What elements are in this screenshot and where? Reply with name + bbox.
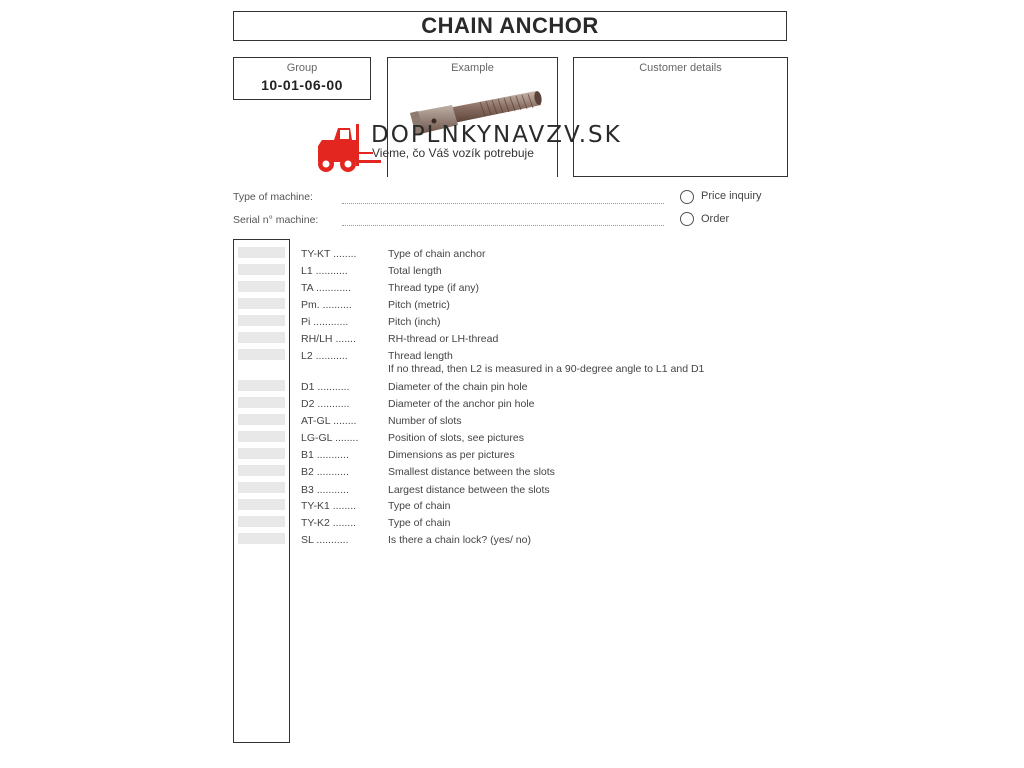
field-code: Pi ............ bbox=[301, 316, 349, 328]
value-input-column bbox=[233, 239, 290, 743]
price-inquiry-radio[interactable] bbox=[680, 190, 694, 204]
serial-machine-label: Serial n° machine: bbox=[233, 214, 319, 226]
value-field[interactable] bbox=[238, 448, 285, 459]
page-title: CHAIN ANCHOR bbox=[421, 13, 599, 38]
value-field[interactable] bbox=[238, 349, 285, 360]
customer-details-box bbox=[573, 57, 788, 177]
value-field[interactable] bbox=[238, 315, 285, 326]
field-desc: Dimensions as per pictures bbox=[388, 449, 515, 461]
title-box bbox=[233, 11, 787, 41]
example-label: Example bbox=[451, 62, 494, 74]
field-desc: Diameter of the chain pin hole bbox=[388, 381, 528, 393]
value-field[interactable] bbox=[238, 533, 285, 544]
customer-details-label: Customer details bbox=[639, 62, 722, 74]
price-inquiry-label: Price inquiry bbox=[701, 190, 762, 202]
field-desc: Largest distance between the slots bbox=[388, 484, 550, 496]
field-desc: Position of slots, see pictures bbox=[388, 432, 524, 444]
field-code: TY-KT ........ bbox=[301, 248, 357, 260]
value-field[interactable] bbox=[238, 298, 285, 309]
field-desc: Pitch (metric) bbox=[388, 299, 450, 311]
value-field[interactable] bbox=[238, 332, 285, 343]
value-field[interactable] bbox=[238, 516, 285, 527]
field-code: Pm. .......... bbox=[301, 299, 352, 311]
value-field[interactable] bbox=[238, 431, 285, 442]
field-code: D1 ........... bbox=[301, 381, 350, 393]
field-code: AT-GL ........ bbox=[301, 415, 357, 427]
field-code: RH/LH ....... bbox=[301, 333, 356, 345]
field-code: L1 ........... bbox=[301, 265, 348, 277]
order-label: Order bbox=[701, 213, 730, 225]
logo-brand-text: DOPLNKYNAVZV.SK bbox=[371, 122, 622, 148]
field-code: D2 ........... bbox=[301, 398, 350, 410]
field-code: TA ............ bbox=[301, 282, 351, 294]
group-value: 10-01-06-00 bbox=[261, 77, 343, 93]
field-desc: Number of slots bbox=[388, 415, 462, 427]
field-desc: Thread length bbox=[388, 350, 453, 362]
field-desc: RH-thread or LH-thread bbox=[388, 333, 499, 345]
field-desc: Smallest distance between the slots bbox=[388, 466, 555, 478]
field-code: B2 ........... bbox=[301, 466, 349, 478]
group-box bbox=[233, 57, 371, 100]
field-desc: Type of chain bbox=[388, 517, 451, 529]
type-of-machine-field[interactable] bbox=[342, 203, 664, 204]
group-label: Group bbox=[286, 62, 318, 74]
value-field[interactable] bbox=[238, 465, 285, 476]
order-radio[interactable] bbox=[680, 212, 694, 226]
field-desc: Diameter of the anchor pin hole bbox=[388, 398, 535, 410]
field-desc: Type of chain bbox=[388, 500, 451, 512]
field-desc: Pitch (inch) bbox=[388, 316, 441, 328]
field-code: L2 ........... bbox=[301, 350, 348, 362]
value-field[interactable] bbox=[238, 264, 285, 275]
field-code: B3 ........... bbox=[301, 484, 349, 496]
field-code: LG-GL ........ bbox=[301, 432, 359, 444]
field-desc: Is there a chain lock? (yes/ no) bbox=[388, 534, 531, 546]
value-field[interactable] bbox=[238, 482, 285, 493]
field-desc: Total length bbox=[388, 265, 442, 277]
field-code: TY-K1 ........ bbox=[301, 500, 357, 512]
logo-tagline: Vieme, čo Váš vozík potrebuje bbox=[372, 146, 534, 160]
value-field[interactable] bbox=[238, 499, 285, 510]
field-code: SL ........... bbox=[301, 534, 349, 546]
value-field[interactable] bbox=[238, 247, 285, 258]
serial-machine-field[interactable] bbox=[342, 225, 664, 226]
type-of-machine-label: Type of machine: bbox=[233, 191, 313, 203]
field-desc: Thread type (if any) bbox=[388, 282, 480, 294]
field-code: TY-K2 ........ bbox=[301, 517, 357, 529]
field-code: B1 ........... bbox=[301, 449, 349, 461]
field-desc: Type of chain anchor bbox=[388, 248, 486, 260]
field-desc-note: If no thread, then L2 is measured in a 90-degree angle to L1 and D1 bbox=[388, 363, 705, 375]
value-field[interactable] bbox=[238, 380, 285, 391]
value-field[interactable] bbox=[238, 397, 285, 408]
value-field[interactable] bbox=[238, 414, 285, 425]
value-field[interactable] bbox=[238, 281, 285, 292]
